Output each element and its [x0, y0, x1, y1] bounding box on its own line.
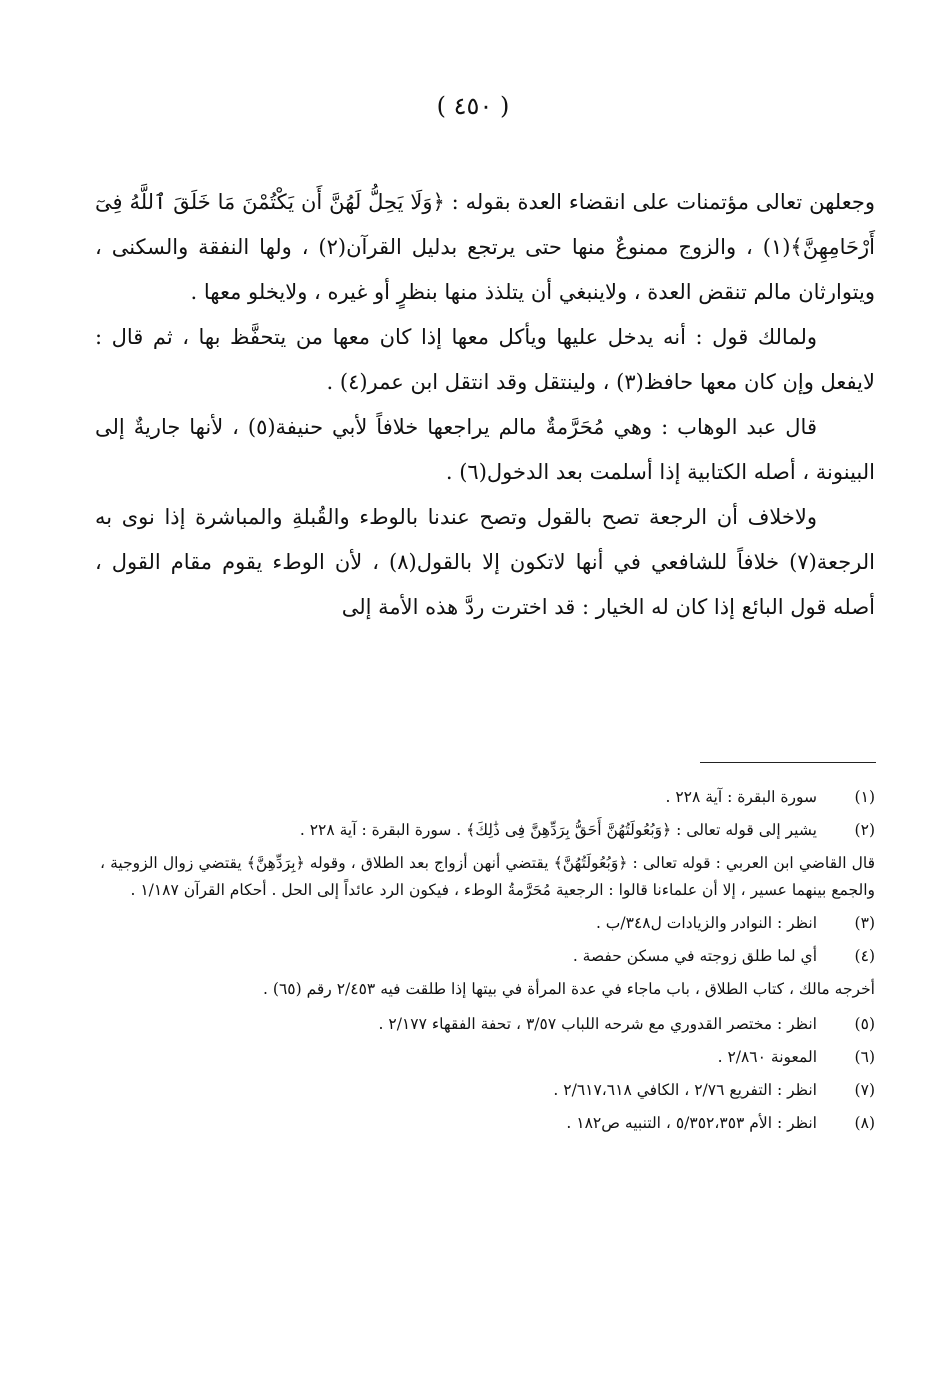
footnote: [100, 943, 875, 970]
page-number: ( ٤٥٠ ): [436, 92, 510, 120]
footnote-text: انظر : الأم ٥/٣٥٢،٣٥٣ ، التنبيه ص١٨٢ .: [566, 1114, 817, 1132]
footnote-number: (٦): [854, 1048, 875, 1066]
footnote-number: (٧): [854, 1081, 875, 1099]
footnote-number: (٢): [854, 821, 875, 839]
footnote-text: سورة البقرة : آية ٢٢٨ .: [665, 788, 817, 806]
footnote: [100, 1044, 875, 1071]
footnote-text: انظر : النوادر والزيادات ل٣٤٨/ب .: [595, 914, 817, 932]
footnote-text: انظر : مختصر القدوري مع شرحه اللباب ٣/٥٧ ، تحفة الفقهاء ٢/١٧٧ .: [378, 1015, 817, 1033]
footnote-number: (٤): [854, 947, 875, 965]
paragraph: قال عبد الوهاب : وهي مُحَرَّمةٌ مالم يراجعها خلافاً لأبي حنيفة(٥) ، لأنها جاريةٌ إلى البينونة ، أصله الكتابية إذا أسلمت بعد الدخول(٦) .: [95, 415, 875, 484]
paragraph: وجعلهن تعالى مؤتمنات على انقضاء العدة بقوله : ﴿وَلَا يَحِلُّ لَهُنَّ أَن يَكْتُمْنَ مَا خَلَقَ ٱللَّهُ فِىٓ أَرْحَامِهِنَّ﴾(١) ، والزوج ممنوعٌ منها حتى يرتجع بدليل القرآن(٢) ، ولها النفقة والسكنى ، ويتوارثان مالم تنقض العدة ، ولاينبغي أن يتلذذ منها بنظرٍ أو غيره ، ولايخلو معها .: [95, 190, 875, 304]
footnote-text: المعونة ٢/٨٦٠ .: [717, 1048, 817, 1066]
footnote-text: قال القاضي ابن العربي : قوله تعالى : ﴿وَبُعُولَتُهُنَّ﴾ يقتضي أنهن أزواج بعد الطلاق ، وقوله ﴿بِرَدِّهِنَّ﴾ يقتضي زوال الزوجية ، والجمع بينهما عسير ، إلا أن علماءنا قالوا : الرجعية مُحَرَّمةُ الوطء ، فيكون الرد عائداً إلى الحل . أحكام القرآن ١/١٨٧ .: [100, 854, 875, 899]
main-text-body: [95, 180, 875, 630]
footnote-continuation: [100, 850, 875, 904]
paragraph: ولاخلاف أن الرجعة تصح بالقول وتصح عندنا بالوطء والقُبلةِ والمباشرة إذا نوى به الرجعة(٧) خلافاً للشافعي في أنها لاتكون إلا بالقول(٨) ، لأن الوطء يقوم مقام القول ، أصله قول البائع إذا كان له الخيار : قد اخترت ردَّ هذه الأمة إلى: [95, 505, 875, 619]
footnote-text: أخرجه مالك ، كتاب الطلاق ، باب ماجاء في عدة المرأة في بيتها إذا طلقت فيه ٢/٤٥٣ رقم (٦٥) .: [263, 980, 875, 998]
footnote-number: (١): [854, 788, 875, 806]
paragraph: ولمالك قول : أنه يدخل عليها ويأكل معها إذا كان معها من يتحفَّظ بها ، ثم قال : لايفعل وإن كان معها حافظ(٣) ، ولينتقل وقد انتقل ابن عمر(٤) .: [95, 325, 875, 394]
footnotes-section: [100, 784, 875, 1143]
footnote-continuation: [100, 976, 875, 1003]
footnote-number: (٥): [854, 1015, 875, 1033]
footnote: [100, 784, 875, 811]
footnote: [100, 1110, 875, 1137]
footnote: [100, 817, 875, 844]
footnote-number: (٣): [854, 914, 875, 932]
footnote: [100, 910, 875, 937]
footnote: [100, 1077, 875, 1104]
footnote-number: (٨): [854, 1114, 875, 1132]
footnote: [100, 1011, 875, 1038]
footnote-text: يشير إلى قوله تعالى : ﴿وَبُعُولَتُهُنَّ أَحَقُّ بِرَدِّهِنَّ فِى ذَٰلِكَ﴾ . سورة البقرة : آية ٢٢٨ .: [299, 821, 817, 839]
footnote-text: أي لما طلق زوجته في مسكن حفصة .: [572, 947, 817, 965]
footnote-text: انظر : التفريع ٢/٧٦ ، الكافي ٢/٦١٧،٦١٨ .: [553, 1081, 817, 1099]
footnote-separator: [700, 762, 876, 763]
